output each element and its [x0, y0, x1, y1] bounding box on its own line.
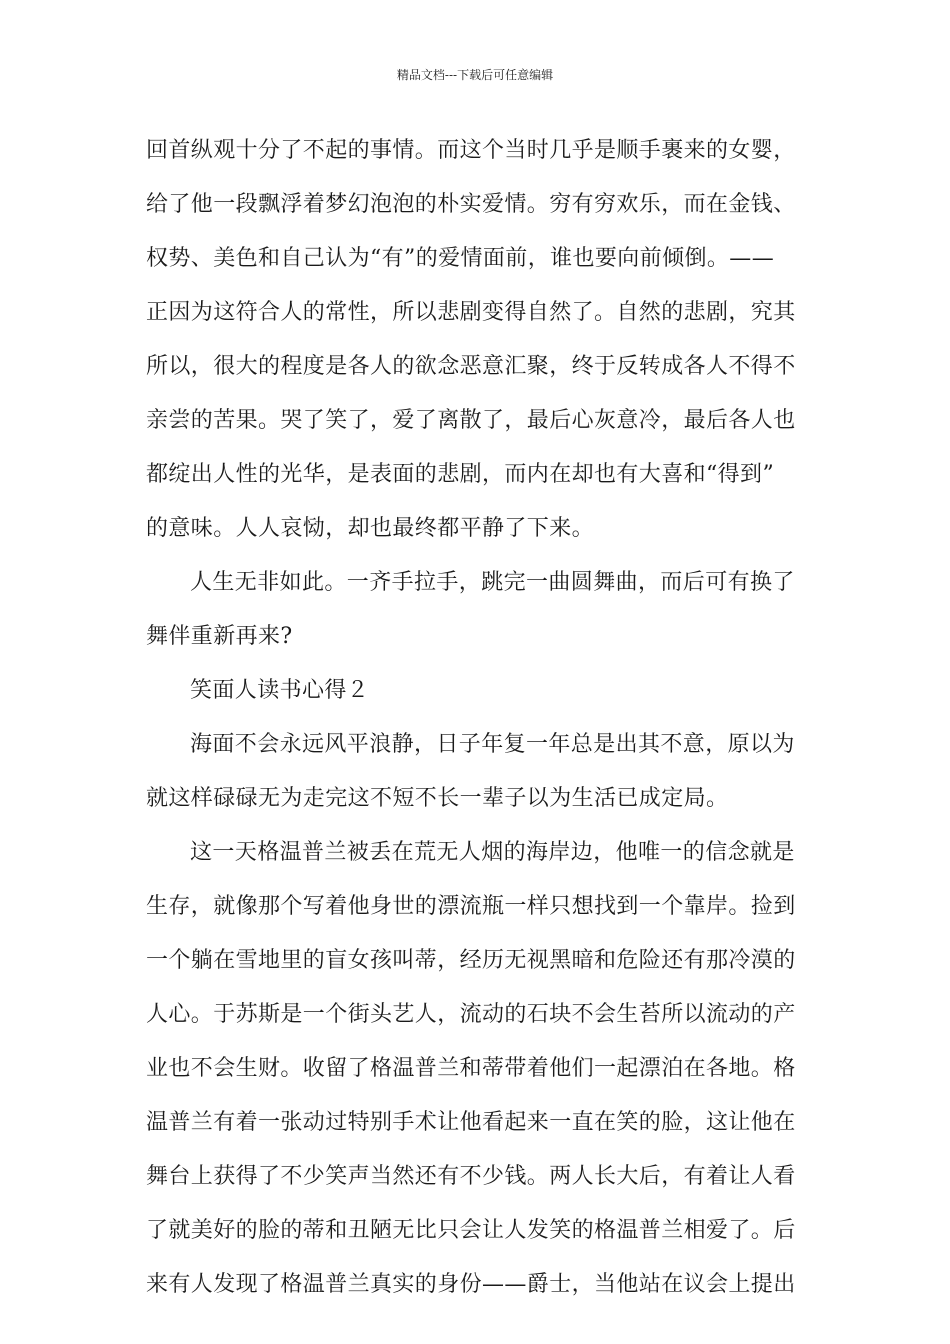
paragraph: [146, 132, 810, 548]
text-line: 人心。于苏斯是一个街头艺人，流动的石块不会生苔所以流动的产: [146, 1002, 796, 1027]
heading-text: 笑面人读书心得２: [190, 678, 370, 703]
text-line: 了就美好的脸的蒂和丑陋无比只会让人发笑的格温普兰相爱了。后: [146, 1218, 796, 1243]
text-line: 的意味。人人哀恸，却也最终都平静了下来。: [146, 516, 595, 541]
text-line: 所以，很大的程度是各人的欲念恶意汇聚，终于反转成各人不得不: [146, 354, 796, 379]
document-body: [146, 132, 810, 1320]
text-line: 正因为这符合人的常性，所以悲剧变得自然了。自然的悲剧，究其: [146, 300, 796, 325]
text-line: 亲尝的苦果。哭了笑了，爱了离散了，最后心灰意冷，最后各人也: [146, 408, 796, 433]
text-line: 就这样碌碌无为走完这不短不长一辈子以为生活已成定局。: [146, 786, 729, 811]
text-line: 舞伴重新再来?: [146, 624, 293, 649]
text-line: 权势、美色和自己认为“有”的爱情面前，谁也要向前倾倒。——: [146, 246, 775, 271]
text-line: 海面不会永远风平浪静，日子年复一年总是出其不意，原以为: [190, 732, 795, 757]
text-line: 生存，就像那个写着他身世的漂流瓶一样只想找到一个靠岸。捡到: [146, 894, 796, 919]
paragraph: [146, 726, 810, 818]
paragraph: [146, 834, 810, 1304]
section-heading: [146, 672, 810, 710]
text-line: 来有人发现了格温普兰真实的身份——爵士，当他站在议会上提出: [146, 1272, 796, 1297]
text-line: 温普兰有着一张动过特别手术让他看起来一直在笑的脸，这让他在: [146, 1110, 796, 1135]
text-line: 舞台上获得了不少笑声当然还有不少钱。两人长大后，有着让人看: [146, 1164, 796, 1189]
text-line: 人生无非如此。一齐手拉手，跳完一曲圆舞曲，而后可有换了: [190, 570, 795, 595]
page-header: 精品文档---下载后可任意编辑: [396, 68, 554, 82]
text-line: 都绽出人性的光华，是表面的悲剧，而内在却也有大喜和“得到”: [146, 462, 775, 487]
text-line: 给了他一段飘浮着梦幻泡泡的朴实爱情。穷有穷欢乐，而在金钱、: [146, 192, 796, 217]
text-line: 回首纵观十分了不起的事情。而这个当时几乎是顺手裹来的女婴，: [146, 138, 796, 163]
text-line: 业也不会生财。收留了格温普兰和蒂带着他们一起漂泊在各地。格: [146, 1056, 796, 1081]
text-line: 这一天格温普兰被丢在荒无人烟的海岸边，他唯一的信念就是: [190, 840, 795, 865]
text-line: 一个躺在雪地里的盲女孩叫蒂，经历无视黑暗和危险还有那冷漠的: [146, 948, 796, 973]
paragraph: [146, 564, 810, 656]
